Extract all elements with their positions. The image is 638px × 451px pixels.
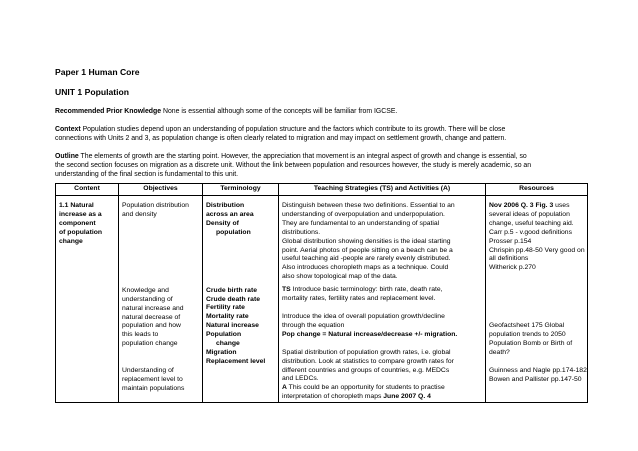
exam-reference: June 2007 Q. 4 [383, 393, 431, 401]
context-text-line1: Population studies depend upon an understanding of population structure and the factors which contribute to its growth. There will be close [80, 126, 506, 133]
term-line: Crude death rate [206, 295, 261, 303]
term-line: Crude birth rate [206, 286, 257, 294]
objective-line: natural decrease of [122, 313, 181, 321]
resource-line: death? [489, 348, 510, 356]
content-line: component [59, 219, 96, 227]
spacer [282, 304, 482, 313]
objective-line: Knowledge and [122, 286, 169, 294]
outline-label: Outline [55, 153, 79, 160]
objective-line: understanding of [122, 295, 173, 303]
term-line: Mortality rate [206, 313, 249, 321]
term-line: Fertility rate [206, 304, 245, 312]
prior-knowledge-paragraph [55, 107, 587, 116]
ts-line: different countries and groups of countries, e.g. MEDCs [282, 366, 450, 374]
outline-text-line1: The elements of growth are the starting point. However, the appreciation that movement is an integral aspect of growth and change is essential, so [78, 153, 527, 160]
table-row [56, 196, 588, 403]
ts-label: TS [282, 286, 291, 294]
spacer [122, 220, 199, 287]
objective-line: maintain populations [122, 384, 185, 392]
table-header-row [56, 184, 588, 196]
resources-cell [486, 196, 588, 403]
content-cell [56, 196, 119, 403]
resource-text: uses [553, 202, 570, 209]
ts-line: through the equation [282, 321, 345, 329]
ts-line: Distinguish between these two definitions. Essential to an [282, 202, 455, 209]
objective-line: Understanding of [122, 367, 174, 375]
header-teaching-strategies: Teaching Strategies (TS) and Activities (A) [279, 184, 486, 196]
ts-line: useful teaching aid -people are rarely evenly distributed. [282, 255, 451, 263]
ts-text: Introduce basic terminology: birth rate, death rate, [290, 286, 443, 294]
ts-line: distribution. Look at statistics to compare growth rates for [282, 357, 454, 365]
header-terminology: Terminology [203, 184, 279, 196]
objective-line: and density [122, 210, 157, 218]
context-label: Context [55, 126, 81, 133]
term-line: change [216, 340, 240, 348]
term-line: Migration [206, 348, 237, 356]
outline-text-line2: the second section focuses on migration as a discrete unit. Without the link between population and resources however, the study is merely academic, so an [55, 162, 532, 169]
spacer [489, 273, 584, 322]
resource-line: several ideas of population [489, 210, 570, 218]
paper-title: Paper 1 Human Core [55, 67, 140, 77]
prior-knowledge-label: Recommended Prior Knowledge [55, 108, 162, 115]
resource-line: Geofactsheet 175 Global [489, 322, 565, 330]
ts-line: also show topological map of the data. [282, 273, 398, 281]
resource-line: Bowen and Pallister pp.147-50 [489, 375, 582, 383]
term-line: Natural increase [206, 322, 259, 330]
teaching-strategies-cell [279, 196, 486, 403]
objective-line: this leads to [122, 331, 159, 339]
spacer [122, 349, 199, 367]
ts-line: understanding of overpopulation and underpopulation. [282, 210, 445, 218]
content-line: of population [59, 228, 103, 236]
resource-line: population trends to 2050 [489, 331, 566, 339]
spacer [282, 340, 482, 349]
resource-line [489, 202, 584, 211]
context-paragraph [55, 125, 587, 143]
prior-knowledge-text: None is essential although some of the concepts will be familiar from IGCSE. [161, 108, 398, 115]
ts-line: Introduce the idea of overall population growth/decline [282, 312, 445, 320]
resource-line: Guinness and Nagle pp.174-182 [489, 366, 587, 374]
resource-line: Witherick p.270 [489, 264, 536, 272]
ts-line: distributions. [282, 228, 321, 236]
ts-line: They are fundamental to an understanding of spatial [282, 219, 440, 227]
resource-line: Population Bomb or Birth of [489, 340, 573, 348]
context-text-line2: connections with Units 2 and 3, as population change is often clearly related to migration and may impact on settlement growth, change and pattern. [55, 135, 507, 142]
resource-line: Chrispin pp.48-50 Very good on [489, 246, 585, 254]
objectives-cell [119, 196, 203, 403]
objective-line: Population distribution [122, 202, 189, 209]
unit-title: UNIT 1 Population [55, 87, 129, 97]
term-line: Replacement level [206, 357, 266, 365]
ts-line [282, 384, 482, 393]
ts-line [282, 286, 482, 295]
ts-equation: Pop change = Natural increase/decrease +/- migration. [282, 330, 458, 338]
objective-line: population and how [122, 322, 181, 330]
objective-line: natural increase and [122, 304, 184, 312]
objective-line: population change [122, 340, 178, 348]
resource-line: Prosser p.154 [489, 237, 532, 245]
activity-label: A [282, 384, 287, 392]
ts-line: Global distribution showing densities is the ideal starting [282, 237, 451, 245]
content-line: 1.1 Natural [59, 202, 94, 209]
spacer [489, 358, 584, 367]
spacer [489, 385, 584, 389]
resource-line: change, useful teaching aid. [489, 219, 574, 227]
resource-line: all definitions [489, 255, 529, 263]
ts-line: mortality rates, fertility rates and replacement level. [282, 295, 436, 303]
ts-line: point. Aerial photos of people sitting on a beach can be a [282, 246, 453, 254]
spacer [206, 238, 275, 287]
header-objectives: Objectives [119, 184, 203, 196]
activity-text: interpretation of choropleth maps [282, 393, 384, 401]
resource-line: Carr p.5 - v.good definitions [489, 228, 572, 236]
header-content: Content [56, 184, 119, 196]
scheme-of-work-table [55, 183, 588, 403]
activity-text: This could be an opportunity for students to practise [286, 384, 445, 392]
term-line: across an area [206, 210, 254, 218]
ts-line: and LEDCs. [282, 375, 319, 383]
exam-reference: Nov 2006 Q. 3 Fig. 3 [489, 202, 554, 209]
content-line: change [59, 237, 83, 245]
ts-line [282, 393, 482, 402]
outline-text-line3: understanding of the final section is fundamental to this unit. [55, 171, 239, 178]
term-line: Distribution [206, 202, 245, 209]
term-line: population [216, 228, 251, 236]
term-line: Density of [206, 219, 239, 227]
objective-line: replacement level to [122, 376, 183, 384]
content-line: increase as a [59, 210, 102, 218]
ts-line: Also introduces choropleth maps as a technique. Could [282, 264, 449, 272]
ts-line: Spatial distribution of population growth rates, i.e. global [282, 348, 451, 356]
outline-paragraph [55, 152, 587, 179]
terminology-cell [203, 196, 279, 403]
term-line: Population [206, 331, 242, 339]
header-resources: Resources [486, 184, 588, 196]
